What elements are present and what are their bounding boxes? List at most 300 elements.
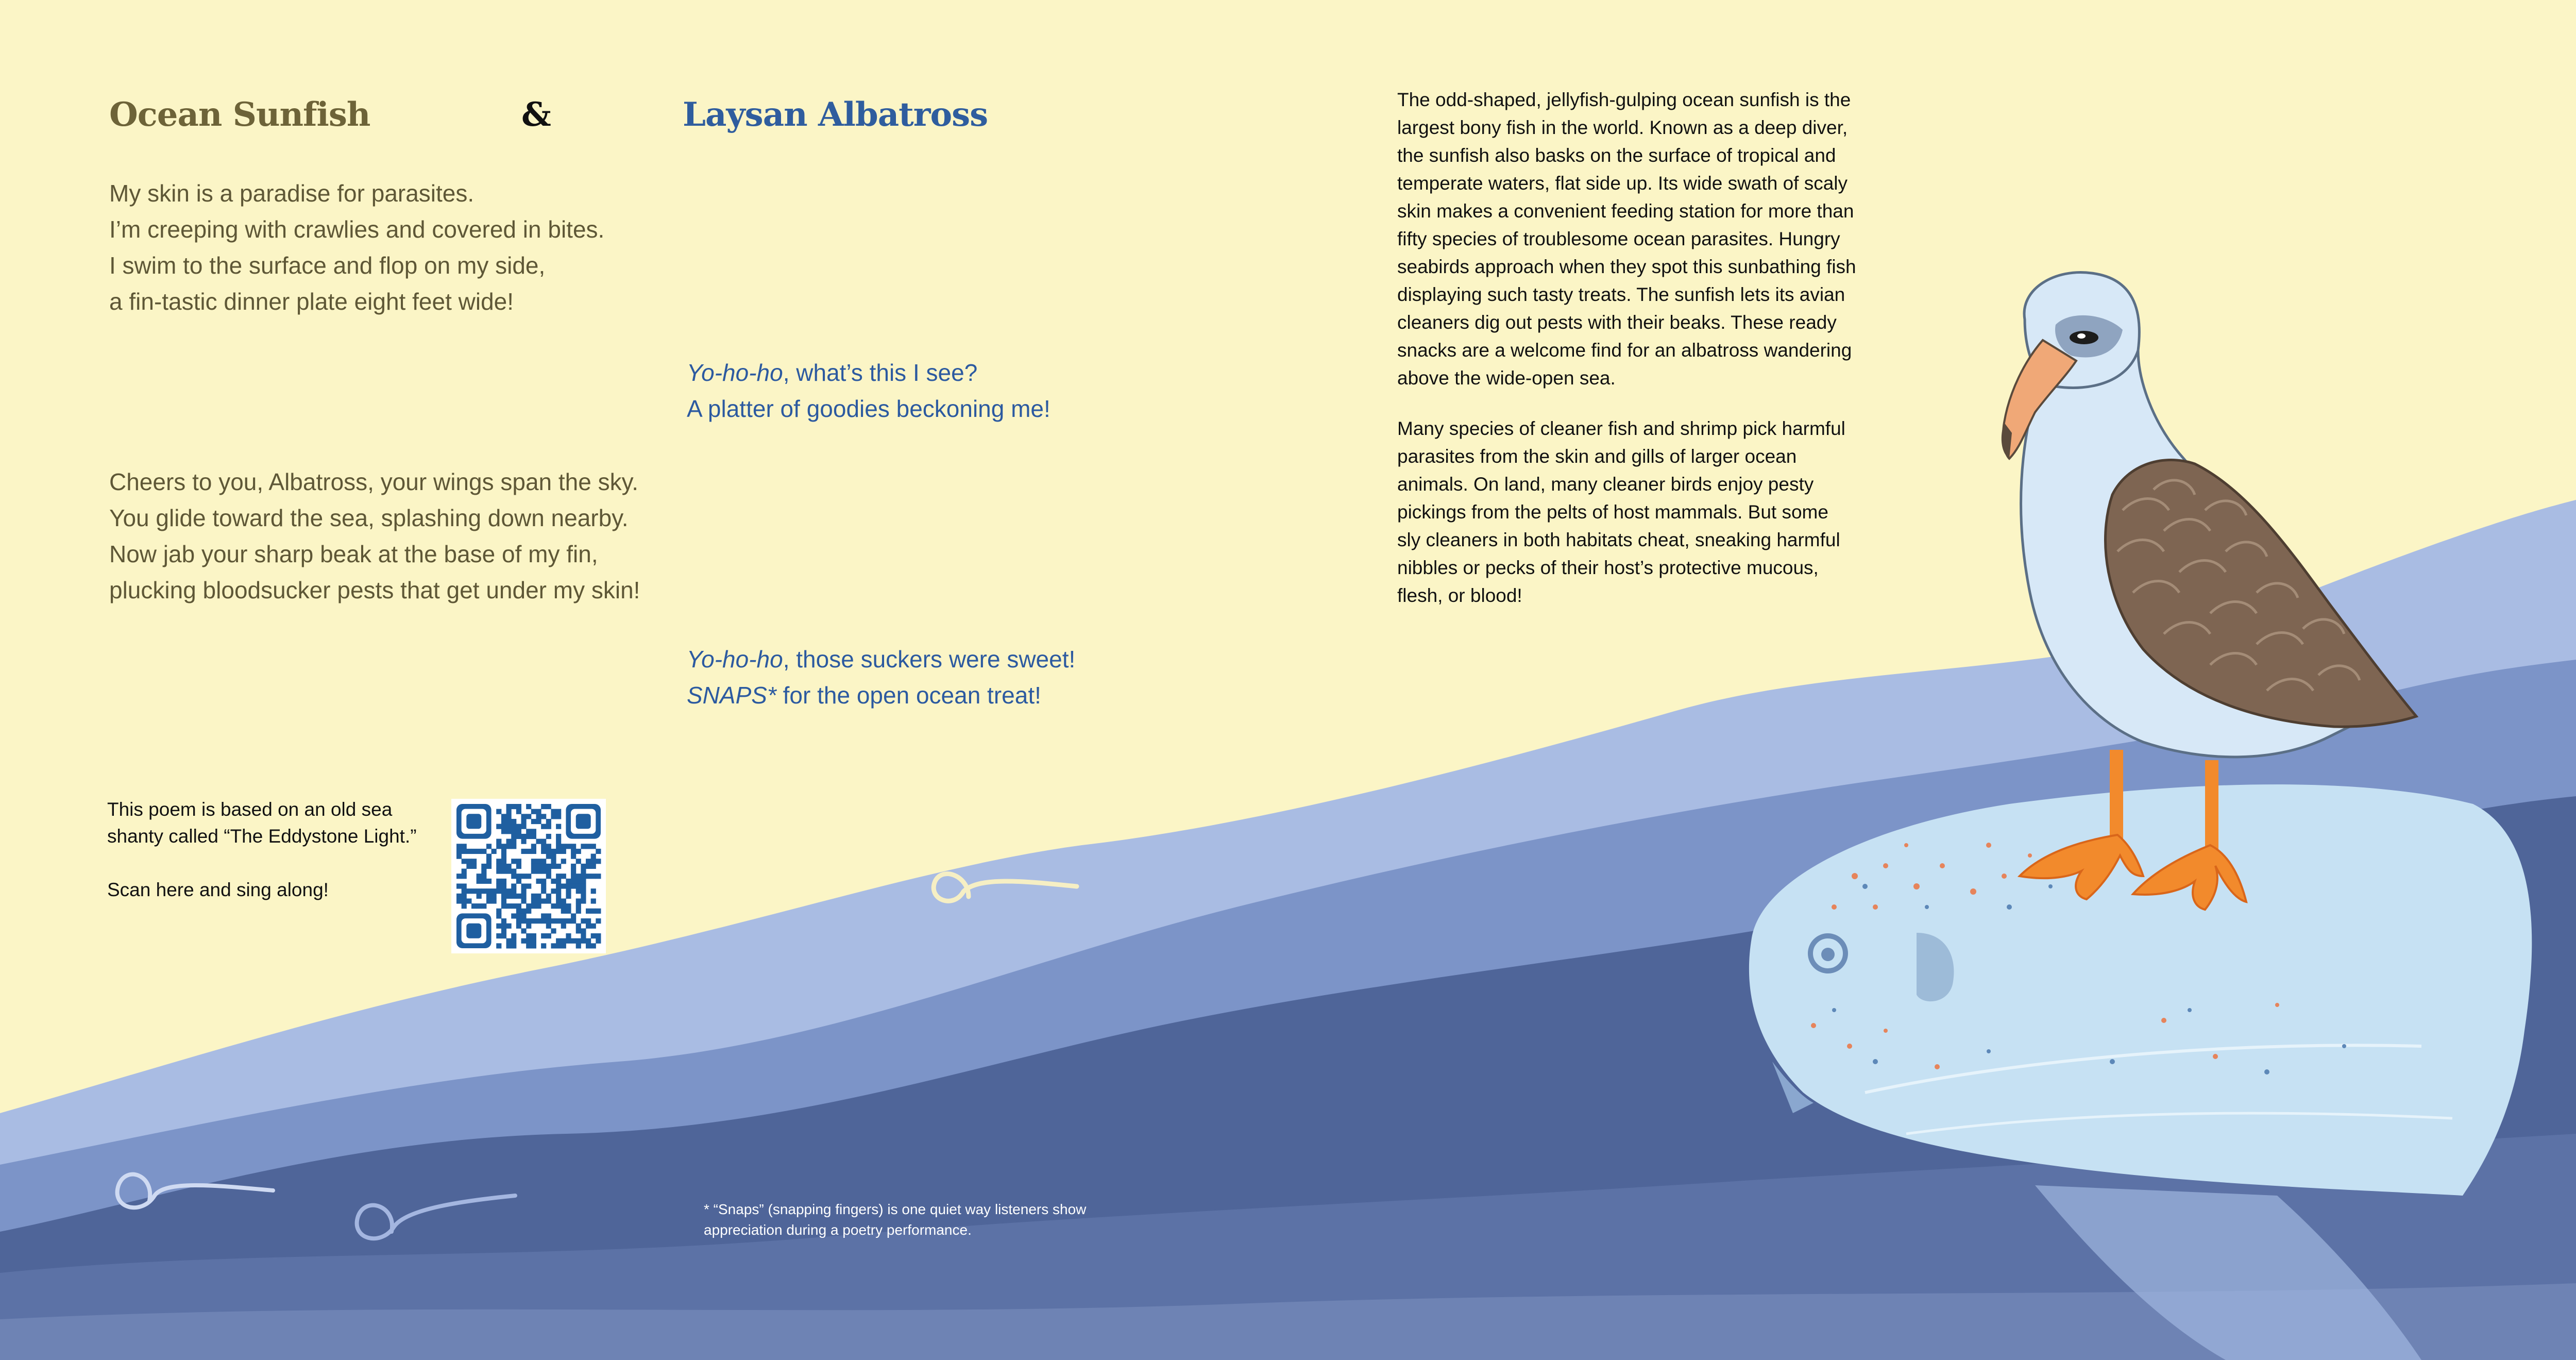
qr-module <box>526 909 531 914</box>
qr-module <box>481 874 486 879</box>
qr-module <box>516 834 521 839</box>
qr-module <box>516 894 521 899</box>
qr-module <box>492 849 497 854</box>
qr-module <box>541 844 546 849</box>
qr-module <box>526 943 531 948</box>
qr-module <box>571 918 576 924</box>
qr-module <box>496 943 501 948</box>
qr-module <box>511 829 516 834</box>
prose-line: displaying such tasty treats. The sunfish lets its avian <box>1397 284 1845 305</box>
qr-module <box>531 938 536 944</box>
qr-module <box>511 804 516 809</box>
qr-module <box>481 888 486 894</box>
qr-module <box>496 933 501 938</box>
qr-module <box>546 924 551 929</box>
qr-module <box>591 898 596 903</box>
poem-line: I’m creeping with crawlies and covered in bites. <box>109 216 605 243</box>
qr-module <box>496 869 501 874</box>
qr-module <box>531 834 536 839</box>
qr-module <box>541 913 546 918</box>
qr-module <box>511 859 516 864</box>
qr-module <box>526 903 531 909</box>
qr-module <box>506 804 512 809</box>
qr-module <box>581 888 586 894</box>
qr-module <box>546 864 551 869</box>
qr-module <box>551 864 556 869</box>
qr-module <box>546 854 551 859</box>
qr-code[interactable] <box>451 799 606 953</box>
poem-stanza-albatross-1 <box>687 355 1050 427</box>
qr-module <box>581 918 586 924</box>
qr-module <box>581 879 586 884</box>
qr-module <box>531 864 536 869</box>
qr-module <box>546 918 551 924</box>
qr-module <box>561 938 566 944</box>
qr-module <box>541 898 546 903</box>
footnote <box>704 1199 1086 1240</box>
qr-module <box>462 849 467 854</box>
qr-module <box>462 869 467 874</box>
qr-module <box>566 903 571 909</box>
qr-module <box>536 918 541 924</box>
qr-module <box>511 824 516 829</box>
qr-module <box>471 849 477 854</box>
qr-module <box>501 898 506 903</box>
qr-module <box>531 903 536 909</box>
qr-module <box>546 844 551 849</box>
qr-module <box>511 933 516 938</box>
qr-module <box>521 898 527 903</box>
qr-module <box>561 874 566 879</box>
qr-module <box>536 839 541 844</box>
qr-module <box>571 864 576 869</box>
qr-module <box>486 879 492 884</box>
qr-module <box>501 918 506 924</box>
qr-module <box>556 894 561 899</box>
qr-module <box>531 918 536 924</box>
qr-module <box>576 898 581 903</box>
qr-module <box>591 943 596 948</box>
qr-module <box>501 933 506 938</box>
qr-module <box>521 938 527 944</box>
qr-module <box>541 943 546 948</box>
poem-stanza-sunfish-2 <box>109 464 640 608</box>
qr-module <box>591 874 596 879</box>
qr-module <box>516 879 521 884</box>
qr-module <box>506 903 512 909</box>
qr-module <box>546 869 551 874</box>
qr-module <box>581 898 586 903</box>
qr-module <box>506 864 512 869</box>
qr-module <box>506 894 512 899</box>
qr-module <box>516 874 521 879</box>
qr-module <box>591 854 596 859</box>
qr-module <box>462 888 467 894</box>
qr-module <box>506 839 512 844</box>
qr-module <box>516 913 521 918</box>
qr-module <box>556 844 561 849</box>
qr-module <box>511 888 516 894</box>
qr-module <box>481 879 486 884</box>
qr-module <box>492 888 497 894</box>
qr-module <box>556 849 561 854</box>
qr-module <box>556 943 561 948</box>
prose-line: parasites from the skin and gills of larger ocean <box>1397 446 1797 467</box>
qr-module <box>496 844 501 849</box>
qr-module <box>551 903 556 909</box>
qr-module <box>526 834 531 839</box>
qr-module <box>501 903 506 909</box>
qr-module <box>586 918 591 924</box>
qr-module <box>566 918 571 924</box>
qr-module <box>556 874 561 879</box>
qr-module <box>477 903 482 909</box>
qr-module <box>576 859 581 864</box>
qr-module <box>591 864 596 869</box>
prose-line: the sunfish also basks on the surface of tropical and <box>1397 145 1836 166</box>
qr-module <box>546 834 551 839</box>
qr-module <box>571 874 576 879</box>
qr-module <box>536 859 541 864</box>
qr-module <box>576 903 581 909</box>
qr-module <box>536 903 541 909</box>
qr-module <box>541 804 546 809</box>
poem-italic-word: SNAPS* <box>687 682 776 709</box>
qr-module <box>591 888 596 894</box>
qr-module <box>536 879 541 884</box>
qr-module <box>471 888 477 894</box>
qr-module <box>526 849 531 854</box>
prose-line: temperate waters, flat side up. Its wide swath of scaly <box>1397 173 1848 194</box>
qr-module <box>536 819 541 824</box>
qr-module <box>541 933 546 938</box>
qr-module <box>566 909 571 914</box>
qr-module <box>501 849 506 854</box>
qr-module <box>477 874 482 879</box>
qr-module <box>556 864 561 869</box>
qr-module <box>561 903 566 909</box>
qr-module <box>576 943 581 948</box>
qr-module <box>506 938 512 944</box>
poem-stanza-sunfish-1 <box>109 175 604 320</box>
qr-module <box>501 854 506 859</box>
qr-module <box>521 909 527 914</box>
qr-module <box>531 943 536 948</box>
poem-line: plucking bloodsucker pests that get under my skin! <box>109 577 640 603</box>
qr-module <box>466 898 471 903</box>
poem-line: My skin is a paradise for parasites. <box>109 180 474 207</box>
qr-module <box>571 854 576 859</box>
poem-line <box>687 355 1050 391</box>
qr-module <box>511 834 516 839</box>
qr-module <box>586 909 591 914</box>
qr-module <box>556 809 561 814</box>
prose-line: cleaners dig out pests with their beaks. These ready <box>1397 312 1837 333</box>
qr-note-line: This poem is based on an old sea <box>107 799 393 820</box>
qr-module <box>477 894 482 899</box>
qr-module <box>511 844 516 849</box>
qr-module <box>481 869 486 874</box>
qr-module <box>511 938 516 944</box>
poem-line <box>687 677 1075 713</box>
qr-module <box>462 859 467 864</box>
qr-module <box>551 814 556 819</box>
qr-module <box>496 883 501 888</box>
qr-module <box>466 859 471 864</box>
qr-module <box>506 869 512 874</box>
qr-module <box>571 869 576 874</box>
qr-module <box>486 888 492 894</box>
poem-line: Cheers to you, Albatross, your wings span the sky. <box>109 468 638 495</box>
qr-module <box>521 814 527 819</box>
qr-module <box>501 819 506 824</box>
qr-module <box>536 894 541 899</box>
qr-module <box>462 883 467 888</box>
qr-module <box>511 894 516 899</box>
qr-module <box>531 933 536 938</box>
qr-module <box>462 898 467 903</box>
qr-module <box>486 859 492 864</box>
qr-module <box>516 859 521 864</box>
qr-module <box>561 898 566 903</box>
qr-module <box>521 918 527 924</box>
qr-module <box>541 814 546 819</box>
qr-module <box>516 918 521 924</box>
qr-module <box>556 918 561 924</box>
prose-line: animals. On land, many cleaner birds enjoy pesty <box>1397 474 1814 495</box>
title-ampersand: & <box>521 95 551 134</box>
poem-stanza-albatross-2 <box>687 641 1075 713</box>
qr-module <box>541 824 546 829</box>
qr-module <box>496 879 501 884</box>
qr-module <box>526 918 531 924</box>
qr-module <box>496 824 501 829</box>
qr-note <box>107 796 417 903</box>
qr-module <box>576 909 581 914</box>
qr-module <box>526 804 531 809</box>
qr-module <box>496 809 501 814</box>
prose-line: flesh, or blood! <box>1397 585 1522 606</box>
qr-module <box>456 874 462 879</box>
qr-module <box>477 879 482 884</box>
qr-module <box>481 864 486 869</box>
qr-module <box>496 888 501 894</box>
qr-module <box>496 913 501 918</box>
qr-module <box>536 898 541 903</box>
qr-module <box>511 913 516 918</box>
prose-line: snacks are a welcome find for an albatross wandering <box>1397 340 1852 361</box>
qr-module <box>586 938 591 944</box>
qr-module <box>521 894 527 899</box>
qr-module <box>506 888 512 894</box>
qr-module <box>506 924 512 929</box>
qr-module <box>486 854 492 859</box>
qr-module <box>501 859 506 864</box>
qr-module <box>581 938 586 944</box>
qr-module <box>576 924 581 929</box>
qr-module <box>561 943 566 948</box>
footnote-line: * “Snaps” (snapping fingers) is one quiet way listeners show <box>704 1201 1087 1217</box>
qr-module <box>596 859 601 864</box>
qr-module <box>506 844 512 849</box>
qr-module <box>591 844 596 849</box>
qr-module <box>591 924 596 929</box>
qr-module <box>506 943 512 948</box>
qr-module <box>541 849 546 854</box>
qr-module <box>496 909 501 914</box>
qr-module <box>516 804 521 809</box>
qr-module <box>596 909 601 914</box>
qr-module <box>536 809 541 814</box>
poem-line: You glide toward the sea, splashing down nearby. <box>109 505 629 531</box>
qr-module <box>506 809 512 814</box>
qr-module <box>521 819 527 824</box>
qr-module <box>516 824 521 829</box>
qr-module <box>581 883 586 888</box>
qr-module <box>531 819 536 824</box>
qr-module <box>596 938 601 944</box>
qr-module <box>551 849 556 854</box>
qr-module <box>496 859 501 864</box>
qr-module <box>556 883 561 888</box>
qr-module <box>541 918 546 924</box>
qr-module <box>531 809 536 814</box>
qr-module <box>576 928 581 933</box>
qr-module <box>581 864 586 869</box>
qr-module <box>521 839 527 844</box>
qr-module <box>571 883 576 888</box>
qr-module <box>526 883 531 888</box>
qr-module <box>506 829 512 834</box>
qr-module <box>546 824 551 829</box>
qr-module <box>566 883 571 888</box>
qr-module <box>536 864 541 869</box>
prose-line: fifty species of troublesome ocean parasites. Hungry <box>1397 228 1840 249</box>
qr-module <box>511 903 516 909</box>
qr-module <box>591 859 596 864</box>
poem-line: Now jab your sharp beak at the base of my fin, <box>109 541 598 567</box>
prose-paragraph-2 <box>1397 415 1912 610</box>
qr-module <box>456 894 462 899</box>
qr-module <box>516 924 521 929</box>
qr-module <box>576 874 581 879</box>
qr-module <box>596 918 601 924</box>
qr-module <box>486 898 492 903</box>
qr-module <box>531 844 536 849</box>
qr-module <box>541 864 546 869</box>
qr-module <box>576 888 581 894</box>
qr-module <box>546 819 551 824</box>
qr-module <box>506 814 512 819</box>
qr-module <box>462 903 467 909</box>
qr-module <box>576 849 581 854</box>
qr-module <box>521 928 527 933</box>
prose-line: largest bony fish in the world. Known as a deep diver, <box>1397 117 1848 138</box>
qr-module <box>551 888 556 894</box>
qr-module <box>576 879 581 884</box>
qr-module <box>586 943 591 948</box>
qr-module <box>462 894 467 899</box>
qr-module <box>496 924 501 929</box>
qr-module <box>531 869 536 874</box>
qr-module <box>581 869 586 874</box>
qr-module <box>546 804 551 809</box>
qr-module <box>477 888 482 894</box>
qr-module <box>481 849 486 854</box>
qr-module <box>586 924 591 929</box>
qr-module <box>511 943 516 948</box>
qr-module <box>546 874 551 879</box>
qr-module <box>521 849 527 854</box>
qr-module <box>561 859 566 864</box>
qr-module <box>511 819 516 824</box>
qr-module <box>546 894 551 899</box>
prose-line: The odd-shaped, jellyfish-gulping ocean sunfish is the <box>1397 89 1851 110</box>
qr-module <box>556 824 561 829</box>
qr-module <box>511 874 516 879</box>
qr-module <box>486 864 492 869</box>
poem-line-rest: for the open ocean treat! <box>776 682 1041 709</box>
qr-module <box>536 869 541 874</box>
qr-module <box>576 883 581 888</box>
qr-module <box>471 859 477 864</box>
prose-line: sly cleaners in both habitats cheat, sneaking harmful <box>1397 529 1840 550</box>
prose-line: Many species of cleaner fish and shrimp pick harmful <box>1397 418 1845 439</box>
qr-module <box>581 894 586 899</box>
qr-module <box>516 903 521 909</box>
qr-module <box>586 859 591 864</box>
qr-module <box>516 829 521 834</box>
qr-module <box>541 859 546 864</box>
qr-module <box>526 938 531 944</box>
poem-line <box>687 641 1075 677</box>
qr-module <box>526 933 531 938</box>
qr-module <box>571 849 576 854</box>
qr-module <box>551 879 556 884</box>
qr-module <box>486 894 492 899</box>
title-laysan-albatross: Laysan Albatross <box>683 95 988 134</box>
qr-module <box>566 879 571 884</box>
qr-module <box>551 928 556 933</box>
qr-module <box>531 859 536 864</box>
qr-module <box>571 938 576 944</box>
qr-module <box>501 888 506 894</box>
qr-module <box>566 894 571 899</box>
qr-module <box>501 829 506 834</box>
qr-module <box>456 844 462 849</box>
poem-line-rest: , those suckers were sweet! <box>783 646 1076 673</box>
qr-module <box>556 834 561 839</box>
qr-module <box>521 913 527 918</box>
title-ocean-sunfish: Ocean Sunfish <box>109 95 370 134</box>
qr-module <box>541 883 546 888</box>
qr-module <box>466 864 471 869</box>
qr-module <box>492 898 497 903</box>
qr-module <box>456 849 462 854</box>
qr-module <box>556 888 561 894</box>
qr-module <box>561 844 566 849</box>
qr-module <box>501 864 506 869</box>
qr-module <box>541 869 546 874</box>
qr-module <box>551 809 556 814</box>
qr-module <box>571 844 576 849</box>
poem-line: a fin-tastic dinner plate eight feet wide! <box>109 288 514 315</box>
qr-module <box>466 849 471 854</box>
qr-module <box>541 888 546 894</box>
qr-module <box>506 824 512 829</box>
qr-module <box>516 909 521 914</box>
qr-module <box>511 869 516 874</box>
